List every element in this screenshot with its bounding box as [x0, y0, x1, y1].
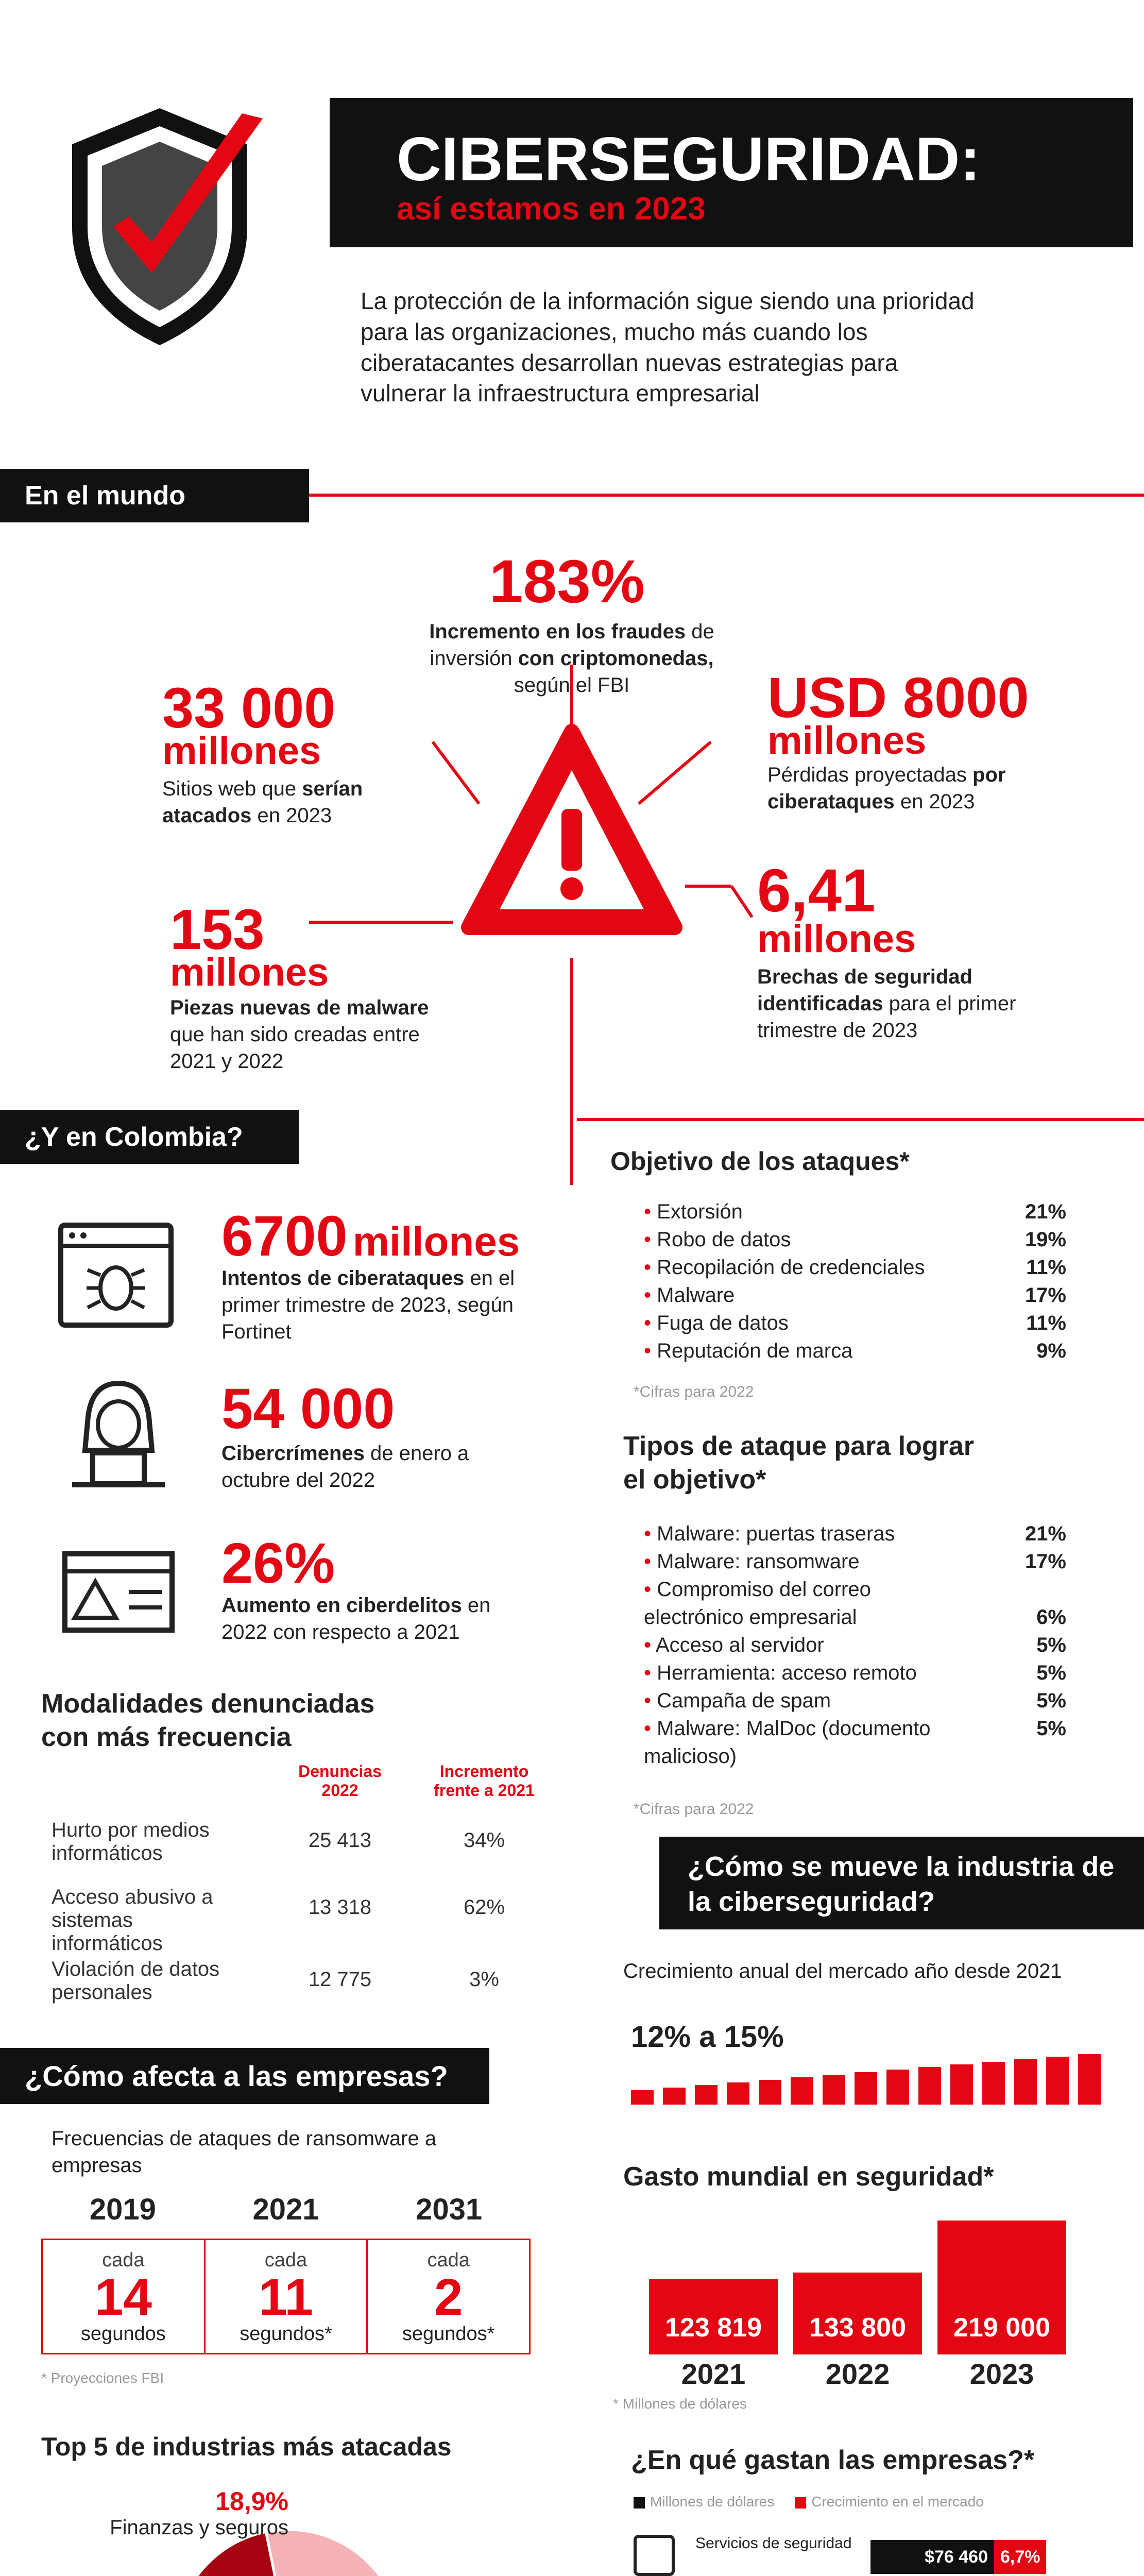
stat-text-part: en el primer trimestre de 2023, según Fortinet: [221, 1267, 515, 1343]
intro-text: La protección de la información sigue siendo una prioridad para las organizaciones, mucho más cuando los ciberatacantes desarrollan nuevas estrategias para vulnerar la infraestructura empresarial: [361, 287, 975, 407]
stat-text-part: Pérdidas proyectadas: [767, 764, 973, 786]
list-item: • Campaña de spam 5%: [644, 1687, 1066, 1715]
growth-bar: [631, 2090, 654, 2105]
freq-box: [41, 2239, 531, 2354]
list-item: • Malware: MalDoc (documento malicioso) 5%: [644, 1715, 1066, 1770]
stat-text-part: de enero a octubre del 2022: [221, 1442, 469, 1492]
item-value: 21%: [1025, 1200, 1066, 1223]
table-row: [52, 1886, 541, 1955]
stat-value: 26%: [221, 1532, 335, 1595]
modalidades-title: Modalidades denunciadas con más frecuencia: [41, 1689, 375, 1752]
item-value: 17%: [1025, 1284, 1066, 1307]
page-subtitle: así estamos en 2023: [397, 191, 706, 227]
bar-category: 2023: [969, 2358, 1034, 2390]
item-label: Reputación de marca: [657, 1340, 853, 1362]
section-label-industria: [659, 1837, 1144, 1929]
growth-bar: [695, 2085, 718, 2105]
item-label: Malware: MalDoc (documento malicioso): [644, 1717, 931, 1768]
growth-bar: [886, 2070, 909, 2105]
list-item: • Herramienta: acceso remoto 5%: [644, 1659, 1066, 1687]
legend-item: [634, 2494, 774, 2510]
stat-text-bold: por ciberataques: [767, 764, 1006, 813]
stat-text-part: de inversión: [430, 620, 714, 670]
footnote: * Millones de dólares: [613, 2396, 747, 2412]
stat-unit: millones: [170, 951, 329, 994]
freq-number: 11: [259, 2268, 313, 2326]
stat-text-part: en 2023: [894, 790, 975, 813]
item-value: 5%: [1036, 1717, 1066, 1740]
stat-text-bold: con criptomonedas,: [518, 647, 714, 670]
legend: [634, 2494, 984, 2510]
freq-cell: [368, 2240, 529, 2353]
row-value: 25 413: [308, 1829, 372, 1852]
year-label: 2031: [416, 2193, 483, 2226]
divider: [577, 1118, 1144, 1121]
gasto-title: Gasto mundial en seguridad*: [623, 2162, 994, 2192]
hacker-icon: [62, 1376, 175, 1489]
pie-pct: 18,9%: [215, 2487, 288, 2516]
row-value: 12 775: [308, 1968, 372, 1991]
legend-label: Millones de dólares: [650, 2494, 775, 2510]
server-lock-icon: [634, 2535, 675, 2576]
footnote: *Cifras para 2022: [634, 1383, 754, 1400]
item-value: 5%: [1036, 1634, 1066, 1656]
divider: [309, 494, 1144, 497]
item-value: 17%: [1025, 1550, 1066, 1573]
category-label: Servicios de seguridad: [695, 2535, 852, 2552]
item-label: Malware: [657, 1284, 735, 1307]
stat-text-bold: Intentos de ciberataques: [221, 1267, 465, 1290]
footnote: * Proyecciones FBI: [41, 2370, 164, 2386]
legend-item: [795, 2494, 984, 2510]
stat-text: [221, 1592, 520, 1646]
list-item: • Acceso al servidor 5%: [644, 1631, 1066, 1659]
alert-window-icon: [62, 1551, 175, 1633]
item-label: Fuga de datos: [657, 1312, 789, 1334]
objetivo-title: Objetivo de los ataques*: [610, 1147, 910, 1176]
year-label: 2021: [252, 2193, 319, 2226]
table-row: [52, 1958, 541, 2009]
table-header: Incremento frente a 2021: [434, 1762, 535, 1800]
stat-text-part: que han sido creadas entre 2021 y 2022: [170, 1023, 420, 1073]
top5-title: Top 5 de industrias más atacadas: [41, 2432, 452, 2461]
footnote: *Cifras para 2022: [634, 1801, 754, 1818]
stat-value: 6,41: [757, 857, 876, 925]
list-item: • Compromiso del correo electrónico empresarial 6%: [644, 1575, 1066, 1631]
row-increase: 3%: [469, 1968, 499, 1991]
item-label: Campaña de spam: [657, 1689, 831, 1712]
growth-bar: [663, 2088, 686, 2105]
stat-text-bold: Cibercrímenes: [221, 1442, 365, 1465]
list-item: • Malware 17%: [644, 1281, 1066, 1309]
list-item: • Malware: ransomware 17%: [644, 1548, 1066, 1575]
list-item: • Recopilación de credenciales 11%: [644, 1253, 1066, 1281]
row-increase: 62%: [463, 1896, 505, 1919]
bar-label: 219 000: [953, 2313, 1050, 2343]
table-header: Denuncias 2022: [298, 1762, 382, 1800]
spend-bar: $76 460: [870, 2540, 994, 2574]
section-label-text: ¿Cómo se mueve la industria de la ciberseguridad?: [688, 1851, 1115, 1917]
freq-number: 2: [434, 2268, 463, 2326]
item-value: 6%: [1036, 1606, 1066, 1629]
stat-text: [221, 1265, 520, 1345]
row-label: Hurto por medios informáticos: [52, 1819, 210, 1865]
stat-value: 33 000: [162, 676, 336, 740]
item-label: Compromiso del correo electrónico empresarial: [644, 1578, 871, 1629]
freq-post: segundos*: [402, 2323, 495, 2345]
growth-value: 12% a 15%: [631, 2020, 784, 2054]
stat-text-part: Sitios web que: [162, 777, 302, 800]
growth-bar: [823, 2075, 845, 2105]
section-label-colombia: ¿Y en Colombia?: [0, 1110, 299, 1164]
objetivo-list: [644, 1198, 1066, 1365]
list-item: • Extorsión 21%: [644, 1198, 1066, 1226]
gasto-chart: [649, 2221, 1071, 2391]
growth-bar: [1046, 2057, 1069, 2105]
item-label: Malware: puertas traseras: [657, 1522, 895, 1545]
year-label: 2019: [89, 2193, 156, 2226]
tipos-title: Tipos de ataque para lograr el objetivo*: [623, 1431, 975, 1495]
item-value: 21%: [1025, 1522, 1066, 1545]
stat-text-bold: Aumento en ciberdelitos: [221, 1594, 462, 1617]
item-value: 5%: [1036, 1689, 1066, 1712]
section-label-world: En el mundo: [0, 469, 309, 522]
bar-category: 2022: [825, 2358, 890, 2390]
stat-text-part: en 2022 con respecto a 2021: [221, 1594, 491, 1643]
growth-bar: [727, 2082, 749, 2105]
pie-label-finanzas: [103, 2488, 288, 2541]
freq-pre: cada: [264, 2249, 308, 2271]
gastan-title: ¿En qué gastan las empresas?*: [631, 2445, 1035, 2475]
growth-bar: [1014, 2059, 1037, 2105]
stat-number: 6700: [221, 1205, 348, 1268]
stat-text-bold: Piezas nuevas de malware: [170, 996, 429, 1019]
pie-cat: Finanzas y seguros: [110, 2516, 288, 2539]
item-label: Malware: ransomware: [657, 1550, 860, 1573]
growth-bar: [982, 2062, 1005, 2105]
stat-text-part: en 2023: [251, 804, 332, 827]
item-label: Robo de datos: [657, 1228, 791, 1251]
stat-unit: millones: [162, 729, 321, 773]
table-row: [52, 1819, 541, 1870]
page-title: CIBERSEGURIDAD:: [397, 125, 981, 194]
freq-years: [41, 2192, 531, 2239]
stat-text-bold: serían atacados: [162, 777, 363, 827]
stat-value: [221, 1205, 520, 1268]
tipos-list: [644, 1520, 1066, 1770]
freq-pre: cada: [427, 2249, 470, 2271]
list-item: • Reputación de marca 9%: [644, 1337, 1066, 1365]
growth-bars: [631, 2048, 1110, 2105]
growth-bar: [1078, 2054, 1101, 2105]
stat-text-bold: Incremento en los fraudes: [429, 620, 686, 643]
legend-label: Crecimiento en el mercado: [811, 2494, 984, 2510]
growth-bar: 6,7%: [994, 2540, 1046, 2574]
stat-value: 183%: [489, 548, 645, 616]
growth-bar: [918, 2067, 941, 2105]
growth-bar: [791, 2077, 813, 2105]
gastan-chart: [634, 2535, 1097, 2576]
warning-icon: [458, 721, 685, 958]
row-value: 13 318: [308, 1896, 372, 1919]
freq-post: segundos*: [240, 2323, 332, 2345]
legend-swatch-red: [795, 2497, 806, 2509]
row-increase: 34%: [463, 1829, 505, 1852]
list-item: • Malware: puertas traseras 21%: [644, 1520, 1066, 1548]
freq-pre: cada: [102, 2249, 145, 2271]
list-item: • Fuga de datos 11%: [644, 1309, 1066, 1337]
freq-cell: [206, 2240, 368, 2353]
stat-unit: millones: [767, 719, 927, 762]
stat-text: [757, 963, 1046, 1044]
stat-unit: millones: [352, 1218, 520, 1264]
stat-text: [162, 775, 430, 829]
freq-text: Frecuencias de ataques de ransomware a empresas: [52, 2127, 437, 2177]
item-label: Acceso al servidor: [655, 1634, 824, 1656]
bar-label: 123 819: [665, 2313, 762, 2343]
item-label: Herramienta: acceso remoto: [657, 1662, 917, 1684]
row-label: Violación de datos personales: [52, 1958, 220, 2004]
freq-cell: [43, 2240, 206, 2353]
row-label: Acceso abusivo a sistemas informáticos: [52, 1886, 213, 1955]
growth-bar: [950, 2064, 973, 2105]
item-value: 9%: [1036, 1340, 1066, 1362]
item-value: 5%: [1036, 1662, 1066, 1684]
stat-text-part: para el primer trimestre de 2023: [757, 992, 1016, 1042]
bar-label: 133 800: [809, 2313, 906, 2343]
stat-text-part: según el FBI: [514, 674, 630, 697]
item-value: 11%: [1026, 1256, 1066, 1279]
stat-unit: millones: [757, 917, 916, 961]
bug-icon: [57, 1221, 175, 1329]
growth-bar: [855, 2072, 877, 2105]
list-item: • Robo de datos 19%: [644, 1226, 1066, 1253]
item-value: 11%: [1026, 1312, 1066, 1334]
growth-label: Crecimiento anual del mercado año desde 2021: [623, 1960, 1062, 1982]
stat-text: [767, 761, 1035, 815]
stat-text-bold: Brechas de seguridad identificadas: [757, 965, 972, 1015]
stat-value: USD 8000: [767, 666, 1029, 730]
legend-swatch-black: [634, 2497, 645, 2509]
stat-value: 153: [170, 898, 265, 961]
stat-value: 54 000: [221, 1377, 395, 1440]
stat-text: [221, 1440, 489, 1494]
shield-check-icon: [57, 98, 273, 355]
section-label-empresas: ¿Cómo afecta a las empresas?: [0, 2048, 489, 2104]
freq-number: 14: [94, 2268, 152, 2326]
item-label: Extorsión: [657, 1200, 743, 1223]
stat-text: [412, 618, 731, 699]
stat-text: [170, 994, 469, 1075]
item-label: Recopilación de credenciales: [657, 1256, 925, 1279]
item-value: 19%: [1025, 1228, 1066, 1251]
growth-bar: [759, 2080, 781, 2105]
freq-post: segundos: [80, 2323, 166, 2345]
bar-category: 2021: [681, 2358, 746, 2390]
